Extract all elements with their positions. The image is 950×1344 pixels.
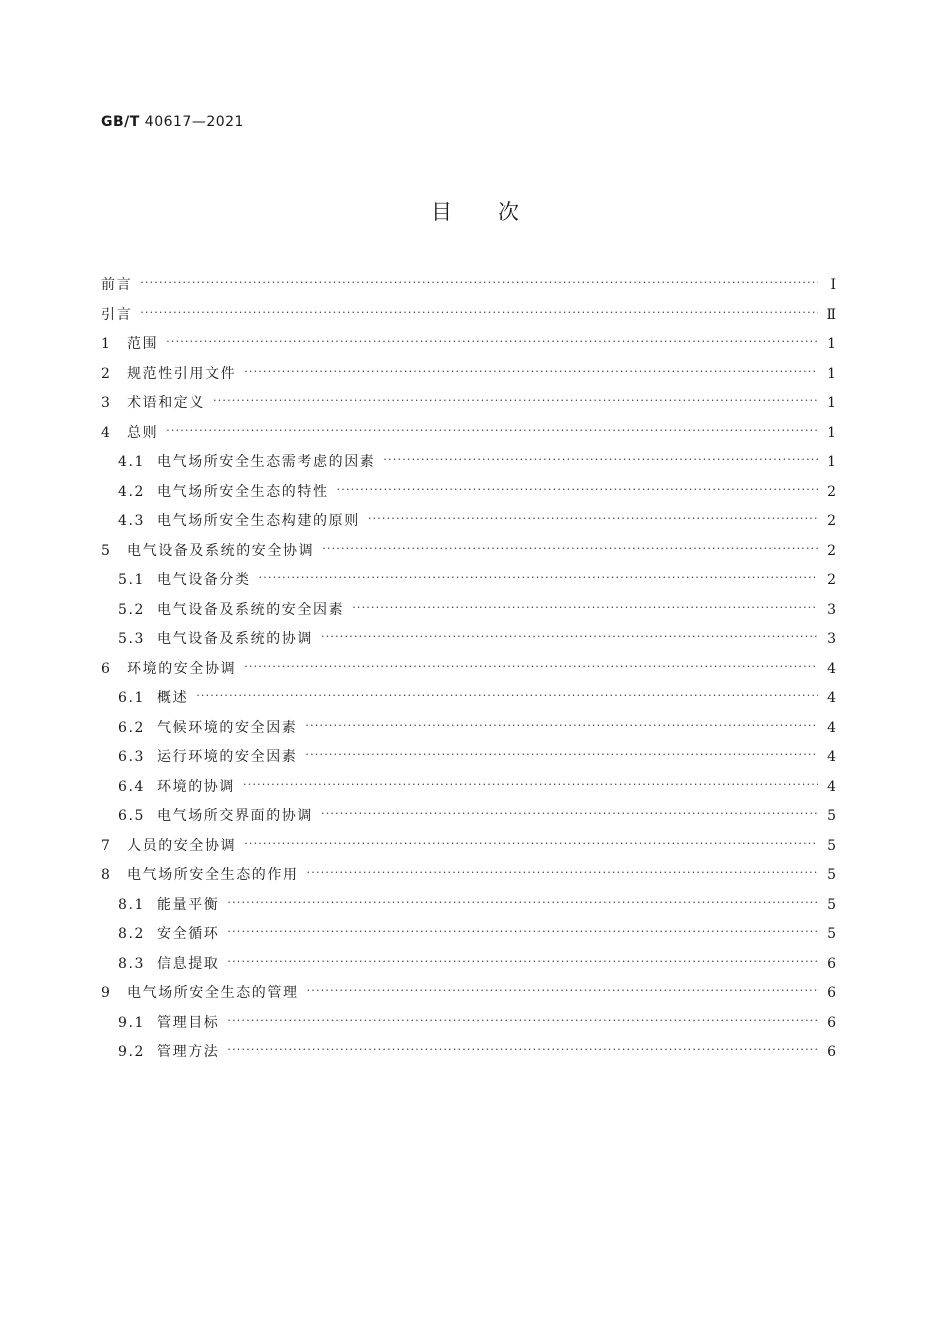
toc-entry-page: 3 bbox=[827, 631, 836, 647]
toc-dot-leader bbox=[196, 684, 818, 707]
toc-entry[interactable] bbox=[101, 1041, 836, 1071]
toc-entry-number: 6.1 bbox=[118, 690, 146, 706]
toc-entry[interactable] bbox=[101, 953, 836, 983]
toc-entry-label: 电气场所安全生态的作用 bbox=[127, 867, 299, 883]
toc-entry[interactable] bbox=[101, 805, 836, 835]
toc-entry-number: 6.5 bbox=[118, 808, 146, 824]
toc-entry-page: 4 bbox=[827, 690, 836, 706]
toc-dot-leader bbox=[244, 832, 818, 855]
toc-entry-label: 能量平衡 bbox=[157, 896, 220, 913]
toc-dot-leader bbox=[166, 419, 818, 442]
toc-entry-number: 9 bbox=[101, 985, 112, 1001]
toc-entry-label: 总则 bbox=[127, 424, 159, 441]
toc-entry[interactable] bbox=[101, 422, 836, 452]
toc-dot-leader bbox=[140, 301, 818, 324]
toc-entry-label: 电气设备及系统的协调 bbox=[157, 631, 313, 647]
toc-entry-number: 4.2 bbox=[118, 483, 146, 500]
toc-dot-leader bbox=[259, 566, 818, 589]
toc-entry[interactable] bbox=[101, 746, 836, 776]
toc-entry-page: 6 bbox=[827, 955, 836, 972]
toc-dot-leader bbox=[368, 507, 818, 530]
toc-entry-label: 规范性引用文件 bbox=[127, 365, 237, 382]
toc-dot-leader bbox=[166, 330, 818, 353]
toc-entry[interactable] bbox=[101, 864, 836, 894]
toc-entry-page: 6 bbox=[827, 1014, 836, 1031]
toc-entry-number: 2 bbox=[101, 365, 112, 382]
toc-entry-page: 4 bbox=[827, 719, 836, 736]
toc-entry-number: 5.3 bbox=[118, 631, 146, 647]
toc-entry-number: 4.1 bbox=[118, 454, 146, 470]
toc-entry-label: 管理方法 bbox=[157, 1044, 220, 1060]
toc-dot-leader bbox=[321, 802, 818, 825]
toc-entry[interactable] bbox=[101, 835, 836, 865]
toc-entry-number: 6.2 bbox=[118, 719, 146, 736]
toc-entry-page: 2 bbox=[827, 483, 836, 500]
toc-entry-page: 5 bbox=[827, 808, 836, 824]
toc-entry[interactable] bbox=[101, 717, 836, 747]
toc-entry-page: 6 bbox=[827, 1044, 836, 1060]
toc-entry-label: 运行环境的安全因素 bbox=[157, 749, 298, 765]
toc-entry-page: 1 bbox=[827, 336, 836, 352]
toc-entry-label: 概述 bbox=[157, 690, 189, 706]
toc-entry-page: 5 bbox=[827, 896, 836, 913]
toc-entry[interactable] bbox=[101, 982, 836, 1012]
toc-entry[interactable] bbox=[101, 599, 836, 629]
toc-entry[interactable] bbox=[101, 776, 836, 806]
toc-entry[interactable] bbox=[101, 894, 836, 924]
toc-entry-number: 6 bbox=[101, 660, 112, 677]
toc-entry-number: 8.3 bbox=[118, 955, 146, 972]
toc-entry-number: 5.2 bbox=[118, 601, 146, 618]
toc-entry[interactable] bbox=[101, 363, 836, 393]
toc-entry-number: 7 bbox=[101, 837, 112, 854]
toc-entry[interactable] bbox=[101, 1012, 836, 1042]
toc-dot-leader bbox=[305, 743, 818, 766]
toc-entry-page: 4 bbox=[827, 749, 836, 765]
toc-entry-label: 环境的协调 bbox=[157, 778, 235, 795]
toc-entry-label: 电气场所安全生态的管理 bbox=[127, 985, 299, 1001]
toc-entry[interactable] bbox=[101, 687, 836, 717]
toc-entry-page: 6 bbox=[827, 985, 836, 1001]
toc-entry-page: 4 bbox=[827, 778, 836, 795]
toc-dot-leader bbox=[352, 596, 818, 619]
toc-dot-leader bbox=[383, 448, 818, 471]
toc-entry-label: 管理目标 bbox=[157, 1014, 220, 1031]
toc-dot-leader bbox=[227, 920, 818, 943]
toc-dot-leader bbox=[244, 360, 818, 383]
toc-entry-number: 4 bbox=[101, 424, 112, 441]
toc-entry[interactable] bbox=[101, 392, 836, 422]
toc-dot-leader bbox=[321, 625, 818, 648]
toc-entry-page: 1 bbox=[827, 395, 836, 411]
toc-entry[interactable] bbox=[101, 510, 836, 540]
toc-dot-leader bbox=[243, 773, 818, 796]
toc-entry-label: 引言 bbox=[101, 306, 133, 323]
toc-entry-number: 8.2 bbox=[118, 926, 146, 942]
standard-code bbox=[101, 114, 244, 130]
table-of-contents bbox=[101, 274, 836, 1071]
toc-entry-label: 安全循环 bbox=[157, 926, 220, 942]
toc-entry-number: 8 bbox=[101, 867, 112, 883]
toc-entry[interactable] bbox=[101, 304, 836, 334]
toc-entry-number: 1 bbox=[101, 336, 112, 352]
toc-entry-label: 电气场所安全生态的特性 bbox=[157, 483, 329, 500]
toc-entry[interactable] bbox=[101, 481, 836, 511]
toc-dot-leader bbox=[227, 1009, 818, 1032]
toc-entry-number: 3 bbox=[101, 395, 112, 411]
toc-dot-leader bbox=[140, 271, 818, 294]
toc-entry-page: 5 bbox=[827, 837, 836, 854]
page-title: 目次 bbox=[431, 200, 565, 224]
toc-entry[interactable] bbox=[101, 658, 836, 688]
toc-entry[interactable] bbox=[101, 540, 836, 570]
toc-entry[interactable] bbox=[101, 569, 836, 599]
toc-entry-page: 4 bbox=[827, 660, 836, 677]
toc-entry-label: 电气场所安全生态构建的原则 bbox=[157, 513, 360, 529]
toc-entry[interactable] bbox=[101, 451, 836, 481]
toc-entry[interactable] bbox=[101, 923, 836, 953]
toc-entry-number: 4.3 bbox=[118, 513, 146, 529]
toc-entry-number: 8.1 bbox=[118, 896, 146, 913]
toc-entry-label: 信息提取 bbox=[157, 955, 220, 972]
toc-entry-page: 1 bbox=[827, 424, 836, 441]
toc-entry-page: 2 bbox=[827, 542, 836, 559]
toc-entry-page: Ⅰ bbox=[830, 277, 836, 293]
toc-entry-page: 5 bbox=[827, 926, 836, 942]
toc-entry-label: 范围 bbox=[127, 336, 159, 352]
toc-dot-leader bbox=[307, 979, 818, 1002]
toc-entry[interactable] bbox=[101, 628, 836, 658]
toc-dot-leader bbox=[322, 537, 818, 560]
toc-entry[interactable] bbox=[101, 274, 836, 304]
standard-number: 40617—2021 bbox=[144, 114, 244, 130]
toc-entry-number: 6.4 bbox=[118, 778, 146, 795]
toc-entry-label: 电气设备分类 bbox=[157, 572, 251, 588]
toc-entry-page: Ⅱ bbox=[826, 306, 836, 323]
toc-entry-number: 9.1 bbox=[118, 1014, 146, 1031]
toc-entry-page: 2 bbox=[827, 572, 836, 588]
toc-entry-page: 5 bbox=[827, 867, 836, 883]
toc-entry-label: 人员的安全协调 bbox=[127, 837, 237, 854]
toc-entry-label: 术语和定义 bbox=[127, 395, 205, 411]
toc-entry-page: 3 bbox=[827, 601, 836, 618]
toc-entry-label: 电气场所安全生态需考虑的因素 bbox=[157, 454, 376, 470]
toc-entry-number: 6.3 bbox=[118, 749, 146, 765]
toc-dot-leader bbox=[305, 714, 818, 737]
toc-entry-label: 气候环境的安全因素 bbox=[157, 719, 298, 736]
toc-dot-leader bbox=[227, 891, 818, 914]
toc-dot-leader bbox=[227, 1038, 818, 1061]
toc-entry-number: 9.2 bbox=[118, 1044, 146, 1060]
toc-dot-leader bbox=[213, 389, 818, 412]
toc-dot-leader bbox=[244, 655, 818, 678]
toc-dot-leader bbox=[227, 950, 818, 973]
toc-dot-leader bbox=[307, 861, 818, 884]
toc-entry-label: 电气设备及系统的安全因素 bbox=[157, 601, 345, 618]
toc-entry-page: 1 bbox=[827, 454, 836, 470]
toc-entry-number: 5.1 bbox=[118, 572, 146, 588]
toc-entry-label: 前言 bbox=[101, 277, 133, 293]
toc-dot-leader bbox=[337, 478, 818, 501]
toc-entry-page: 2 bbox=[827, 513, 836, 529]
toc-entry[interactable] bbox=[101, 333, 836, 363]
toc-entry-number: 5 bbox=[101, 542, 112, 559]
toc-entry-label: 电气设备及系统的安全协调 bbox=[127, 542, 315, 559]
toc-entry-label: 环境的安全协调 bbox=[127, 660, 237, 677]
toc-entry-label: 电气场所交界面的协调 bbox=[157, 808, 313, 824]
standard-prefix: GB/T bbox=[101, 114, 140, 130]
toc-entry-page: 1 bbox=[827, 365, 836, 382]
